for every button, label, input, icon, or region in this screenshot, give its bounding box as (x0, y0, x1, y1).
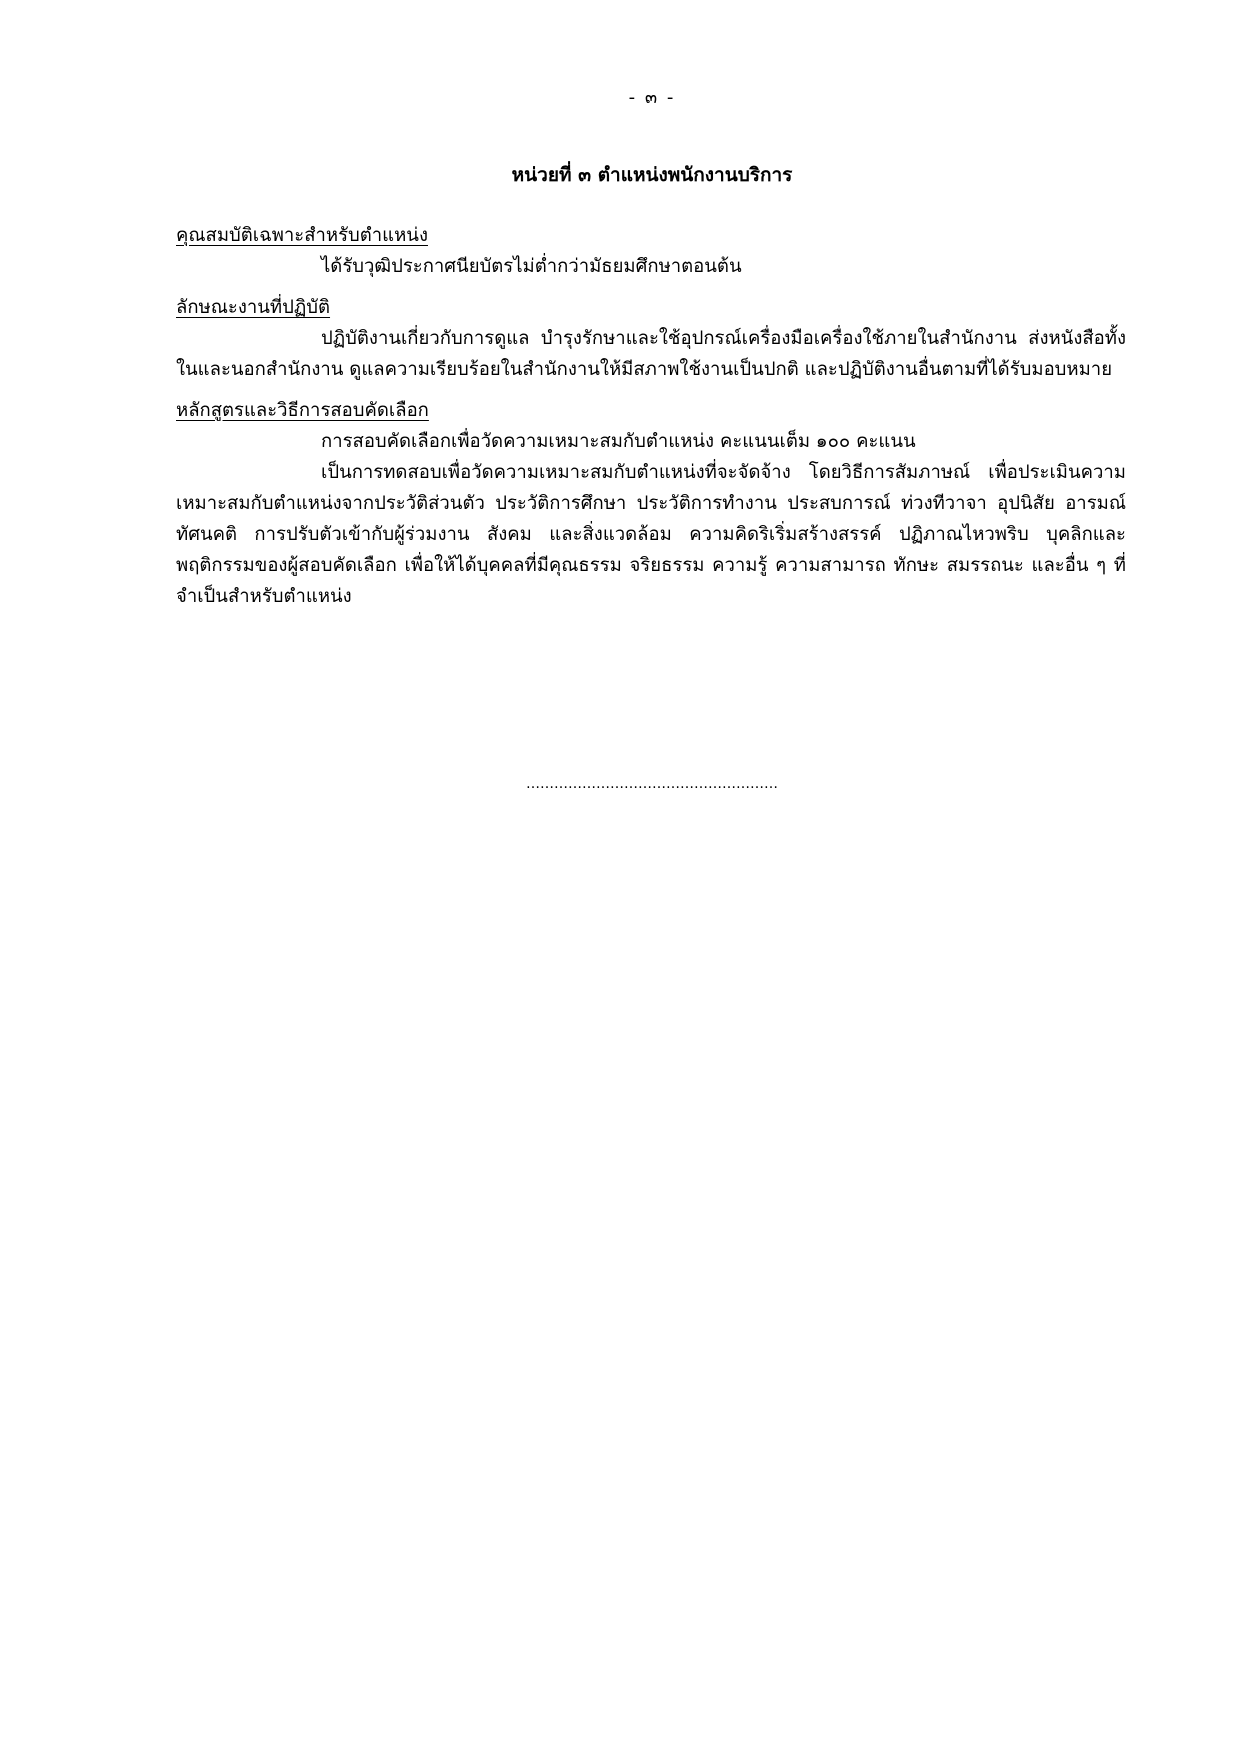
section-heading-selection-method: หลักสูตรและวิธีการสอบคัดเลือก (176, 400, 429, 421)
section-heading-duties: ลักษณะงานที่ปฏิบัติ (176, 297, 331, 318)
section-heading-qualifications: คุณสมบัติเฉพาะสำหรับตำแหน่ง (176, 225, 428, 246)
page-number: - ๓ - (628, 87, 676, 108)
section-paragraph: ปฏิบัติงานเกี่ยวกับการดูแล บำรุงรักษาและใช้อุปกรณ์เครื่องมือเครื่องใช้ภายในสำนักงาน ส่งหนังสือทั้งในและนอกสำนักงาน ดูแลความเรียบร้อยในสำนักงานให้มีสภาพใช้งานเป็นปกติ และปฏิบัติงานอื่นตามที่ได้รับมอบหมาย (176, 328, 1126, 380)
section-paragraph: เป็นการทดสอบเพื่อวัดความเหมาะสมกับตำแหน่งที่จะจัดจ้าง โดยวิธีการสัมภาษณ์ เพื่อประเมินความเหมาะสมกับตำแหน่งจากประวัติส่วนตัว ประวัติการศึกษา ประวัติการทำงาน ประสบการณ์ ท่วงทีวาจา อุปนิสัย อารมณ์ ทัศนคติ การปรับตัวเข้ากับผู้ร่วมงาน สังคม และสิ่งแวดล้อม ความคิดริเริ่มสร้างสรรค์ ปฏิภาณไหวพริบ บุคลิกและพฤติกรรมของผู้สอบคัดเลือก เพื่อให้ได้บุคคลที่มีคุณธรรม จริยธรรม ความรู้ ความสามารถ ทักษะ สมรรถนะ และอื่น ๆ ที่จำเป็นสำหรับตำแหน่ง (176, 462, 1126, 607)
end-of-section-marker: ……………………………………………… (526, 776, 778, 792)
section-paragraph: ได้รับวุฒิประกาศนียบัตรไม่ต่ำกว่ามัธยมศึกษาตอนต้น (321, 256, 742, 277)
document-body (176, 220, 1126, 612)
page-title: หน่วยที่ ๓ ตำแหน่งพนักงานบริการ (511, 164, 793, 186)
section-paragraph: การสอบคัดเลือกเพื่อวัดความเหมาะสมกับตำแหน่ง คะแนนเต็ม ๑๐๐ คะแนน (321, 431, 916, 452)
